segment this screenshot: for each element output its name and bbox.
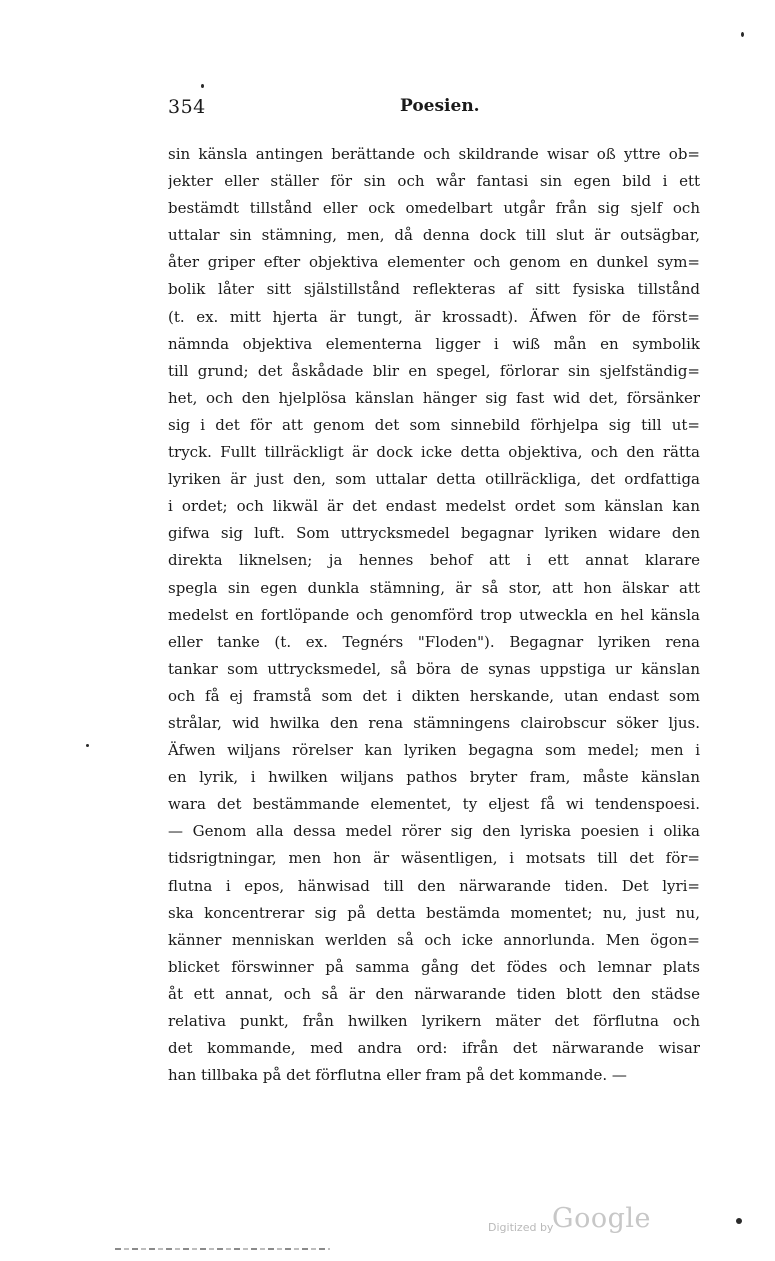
text-line: uttalar sin stämning, men, då denna dock till slut är outsägbar, [168,226,700,245]
text-line: relativa punkt, från hwilken lyrikern mäter det förflutna och [168,1012,700,1030]
text-line: ska koncentrerar sig på detta bestämda momentet; nu, just nu, [168,903,700,922]
text-line: åt ett annat, och så är den närwarande tiden blott den städse [168,984,700,1003]
scan-edge-artifact [115,1248,330,1250]
text-line: i ordet; och likwäl är det endast medelst ordet som känslan kan [168,497,700,516]
scan-speck [736,1218,742,1224]
watermark-prefix: Digitized by [488,1221,554,1234]
text-line: känner menniskan werlden så och icke annorlunda. Men ögon= [168,930,700,949]
digitized-by-google-watermark [488,1203,658,1243]
text-line: medelst en fortlöpande och genomförd trop utweckla en hel känsla [168,605,700,624]
scan-speck [741,32,744,37]
text-line: nämnda objektiva elementerna ligger i wiß mån en symbolik [168,334,700,353]
google-logo: Google [552,1203,651,1234]
text-line: het, och den hjelplösa känslan hänger sig fast wid det, försänker [168,388,700,407]
text-line: sin känsla antingen berättande och skildrande wisar oß yttre ob= [168,145,700,163]
scan-speck [201,84,204,88]
text-line: tankar som uttrycksmedel, så böra de synas uppstiga ur känslan [168,659,700,678]
text-line: sig i det för att genom det som sinnebild förhjelpa sig till ut= [168,415,700,434]
text-line: och få ej framstå som det i dikten herskande, utan endast som [168,686,700,705]
page-number: 354 [168,96,206,118]
text-line: bestämdt tillstånd eller ock omedelbart utgår från sig sjelf och [168,199,700,218]
text-line: flutna i epos, hänwisad till den närwarande tiden. Det lyri= [168,876,700,895]
text-line: till grund; det åskådade blir en spegel, förlorar sin sjelfständig= [168,361,700,380]
scan-speck [86,744,89,747]
text-line: wara det bestämmande elementet, ty eljest få wi tendenspoesi. [168,795,700,814]
text-line: tryck. Fullt tillräckligt är dock icke detta objektiva, och den rätta [168,443,700,462]
text-line: blicket förswinner på samma gång det födes och lemnar plats [168,957,700,976]
text-line: en lyrik, i hwilken wiljans pathos bryter fram, måste känslan [168,768,700,787]
text-line: Äfwen wiljans rörelser kan lyriken begagna som medel; men i [168,741,700,760]
text-line: strålar, wid hwilka den rena stämningens clairobscur söker ljus. [168,713,700,732]
text-line: (t. ex. mitt hjerta är tungt, är krossadt). Äfwen för de först= [168,307,700,326]
text-line: bolik låter sitt själstillstånd reflekteras af sitt fysiska tillstånd [168,280,700,299]
text-line: spegla sin egen dunkla stämning, är så stor, att hon älskar att [168,578,700,597]
text-line: eller tanke (t. ex. Tegnérs "Floden"). Begagnar lyriken rena [168,632,700,651]
text-line: det kommande, med andra ord: ifrån det närwarande wisar [168,1039,700,1058]
text-line: åter griper efter objektiva elementer och genom en dunkel sym= [168,253,700,272]
page-header [168,96,700,128]
text-line: jekter eller ställer för sin och wår fantasi sin egen bild i ett [168,172,700,191]
text-line: — Genom alla dessa medel rörer sig den lyriska poesien i olika [168,822,700,841]
body-text [168,141,700,1089]
text-line: han tillbaka på det förflutna eller fram på det kommande. — [168,1066,627,1085]
text-line: lyriken är just den, som uttalar detta otillräckliga, det ordfattiga [168,470,700,489]
running-head: Poesien. [400,96,480,116]
text-line: gifwa sig luft. Som uttrycksmedel begagnar lyriken widare den [168,524,700,543]
text-line: tidsrigtningar, men hon är wäsentligen, i motsats till det för= [168,849,700,868]
text-line: direkta liknelsen; ja hennes behof att i ett annat klarare [168,551,700,570]
